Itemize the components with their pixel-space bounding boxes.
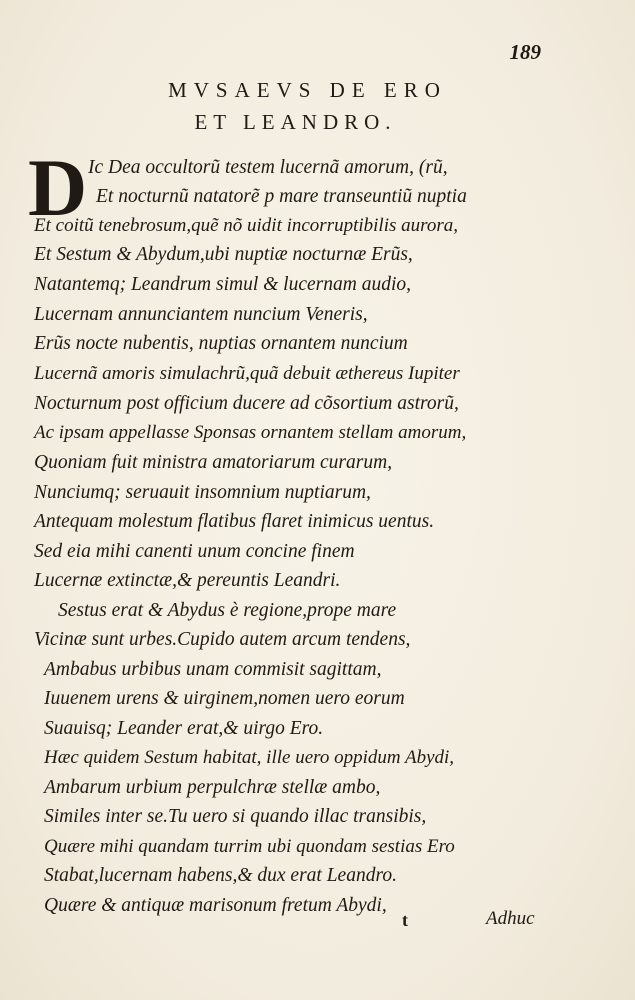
verse-line: Lucernam annunciantem nuncium Veneris,: [34, 304, 368, 325]
verse-line: Et coitũ tenebrosum,quẽ nõ uidit incorruptibilis aurora,: [34, 215, 458, 236]
title-line-1: MVSAEVS DE ERO: [168, 78, 447, 102]
verse-line: Ambarum urbium perpulchræ stellæ ambo,: [44, 777, 381, 798]
verse-line: Quære mihi quandam turrim ubi quondam sestias Ero: [44, 836, 455, 857]
verse-line: Antequam molestum flatibus flaret inimicus uentus.: [34, 511, 435, 532]
verse-line: Sestus erat & Abydus è regione,prope mare: [58, 600, 397, 621]
verse-line: Erũs nocte nubentis, nuptias ornantem nuncium: [34, 333, 408, 354]
verse-line: Vicinæ sunt urbes.Cupido autem arcum tendens,: [34, 629, 411, 650]
verse-line: Similes inter se.Tu uero si quando illac transibis,: [44, 806, 427, 827]
verse-line: Nunciumq; seruauit insomnium nuptiarum,: [34, 482, 371, 503]
verse-line: Lucernã amoris simulachrũ,quã debuit æthereus Iupiter: [34, 363, 460, 384]
verse-line: Quoniam fuit ministra amatoriarum curarum,: [34, 452, 393, 473]
verse-line: Iuuenem urens & uirginem,nomen uero eorum: [44, 688, 405, 709]
signature-mark: t: [402, 910, 408, 930]
verse-line: Et Sestum & Abydum,ubi nuptiæ nocturnæ Erũs,: [34, 244, 413, 265]
verse-line: Quære & antiquæ marisonum fretum Abydi,: [44, 895, 387, 916]
verse-line: Sed eia mihi canenti unum concine finem: [34, 541, 355, 562]
title-line-2: ET LEANDRO.: [194, 110, 397, 134]
verse-line: Ic Dea occultorũ testem lucernã amorum, (rũ,: [88, 157, 448, 178]
verse-line: Et nocturnũ natatorẽ p mare transeuntiũ nuptia: [96, 186, 467, 207]
verse-line: Nocturnum post officium ducere ad cõsortium astrorũ,: [34, 393, 459, 414]
verse-line: Ac ipsam appellasse Sponsas ornantem stellam amorum,: [34, 422, 467, 443]
verse-line: Lucernæ extinctæ,& pereuntis Leandri.: [34, 570, 341, 591]
drop-capital: D: [28, 142, 88, 233]
verse-line: Natantemq; Leandrum simul & lucernam audio,: [34, 274, 411, 295]
verse-line: Hæc quidem Sestum habitat, ille uero oppidum Abydi,: [44, 747, 455, 768]
verse-line: Ambabus urbibus unam commisit sagittam,: [44, 659, 382, 680]
verse-line: Stabat,lucernam habens,& dux erat Leandro.: [44, 865, 397, 886]
catchword: Adhuc: [486, 908, 535, 929]
verse-line: Suauisq; Leander erat,& uirgo Ero.: [44, 718, 324, 739]
page-number: 189: [509, 40, 541, 64]
